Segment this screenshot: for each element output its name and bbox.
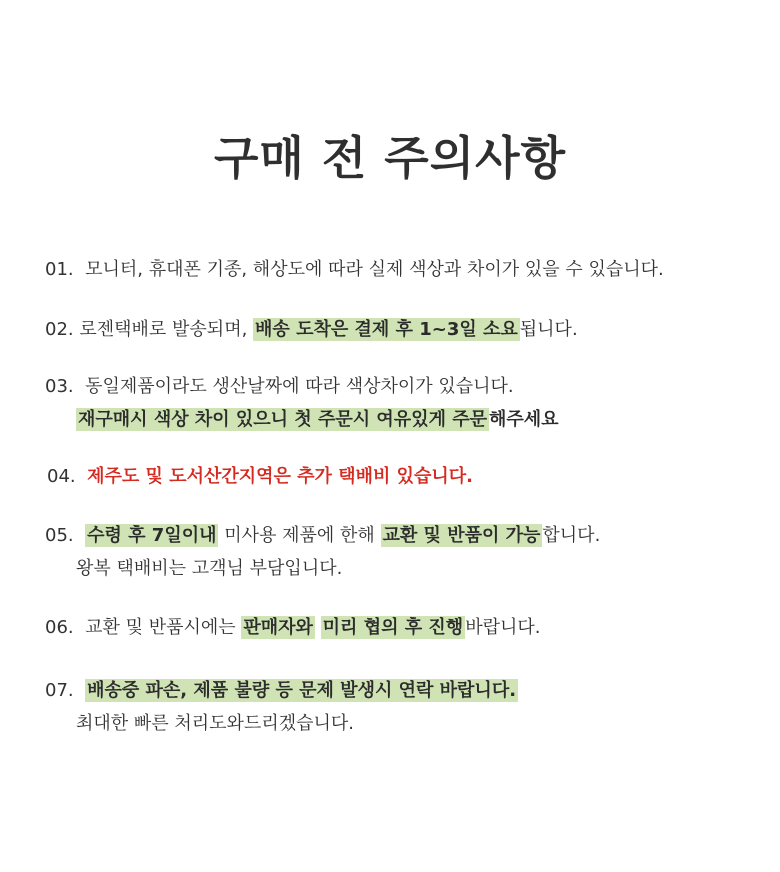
- notice-number: 05.: [45, 525, 74, 546]
- notice-text: 미사용 제품에 한해: [224, 525, 375, 546]
- notice-05-line2: [76, 555, 342, 583]
- notice-07-line2: [76, 710, 354, 738]
- notice-text: 최대한 빠른 처리도와드리겠습니다.: [76, 713, 354, 734]
- highlight-text: 교환 및 반품이 가능: [382, 525, 541, 546]
- notice-07: [45, 677, 518, 705]
- notice-text: 해주세요: [489, 409, 559, 430]
- notice-text: 왕복 택배비는 고객님 부담입니다.: [76, 558, 343, 579]
- highlight-text: 수령 후 7일이내: [87, 525, 217, 546]
- highlight-text: 판매자와: [243, 617, 313, 638]
- notice-text: 바랍니다.: [465, 617, 541, 638]
- notice-text: 교환 및 반품시에는: [85, 617, 236, 638]
- notice-text: 모니터, 휴대폰 기종, 해상도에 따라 실제 색상과 차이가 있을 수 있습니다.: [85, 259, 664, 280]
- notice-01: [45, 256, 664, 284]
- notice-number: 01.: [45, 259, 74, 280]
- notice-number: 04.: [47, 466, 76, 487]
- page-title: 구매 전 주의사항: [213, 131, 567, 185]
- notice-number: 07.: [45, 680, 74, 701]
- notice-text: 합니다.: [542, 525, 601, 546]
- notice-02: [45, 316, 578, 344]
- notice-text: 로젠택배로 발송되며,: [79, 319, 248, 340]
- notice-number: 03.: [45, 376, 74, 397]
- warning-text: 제주도 및 도서산간지역은 추가 택배비 있습니다.: [87, 466, 474, 487]
- highlight-text: 미리 협의 후 진행: [322, 617, 464, 638]
- notice-number: 06.: [45, 617, 74, 638]
- notice-text: 동일제품이라도 생산날짜에 따라 색상차이가 있습니다.: [85, 376, 514, 397]
- notice-03: [45, 373, 514, 401]
- highlight-text: 배송 도착은 결제 후 1~3일 소요: [255, 319, 518, 340]
- notice-04: [47, 463, 473, 491]
- notice-05: [45, 522, 600, 550]
- notice-03-line2: [76, 406, 559, 434]
- highlight-text: 배송중 파손, 제품 불량 등 문제 발생시 연락 바랍니다.: [87, 680, 517, 701]
- highlight-text: 재구매시 색상 차이 있으니 첫 주문시 여유있게 주문: [78, 409, 488, 430]
- notice-06: [45, 614, 540, 642]
- notice-number: 02.: [45, 319, 74, 340]
- notice-text: 됩니다.: [519, 319, 578, 340]
